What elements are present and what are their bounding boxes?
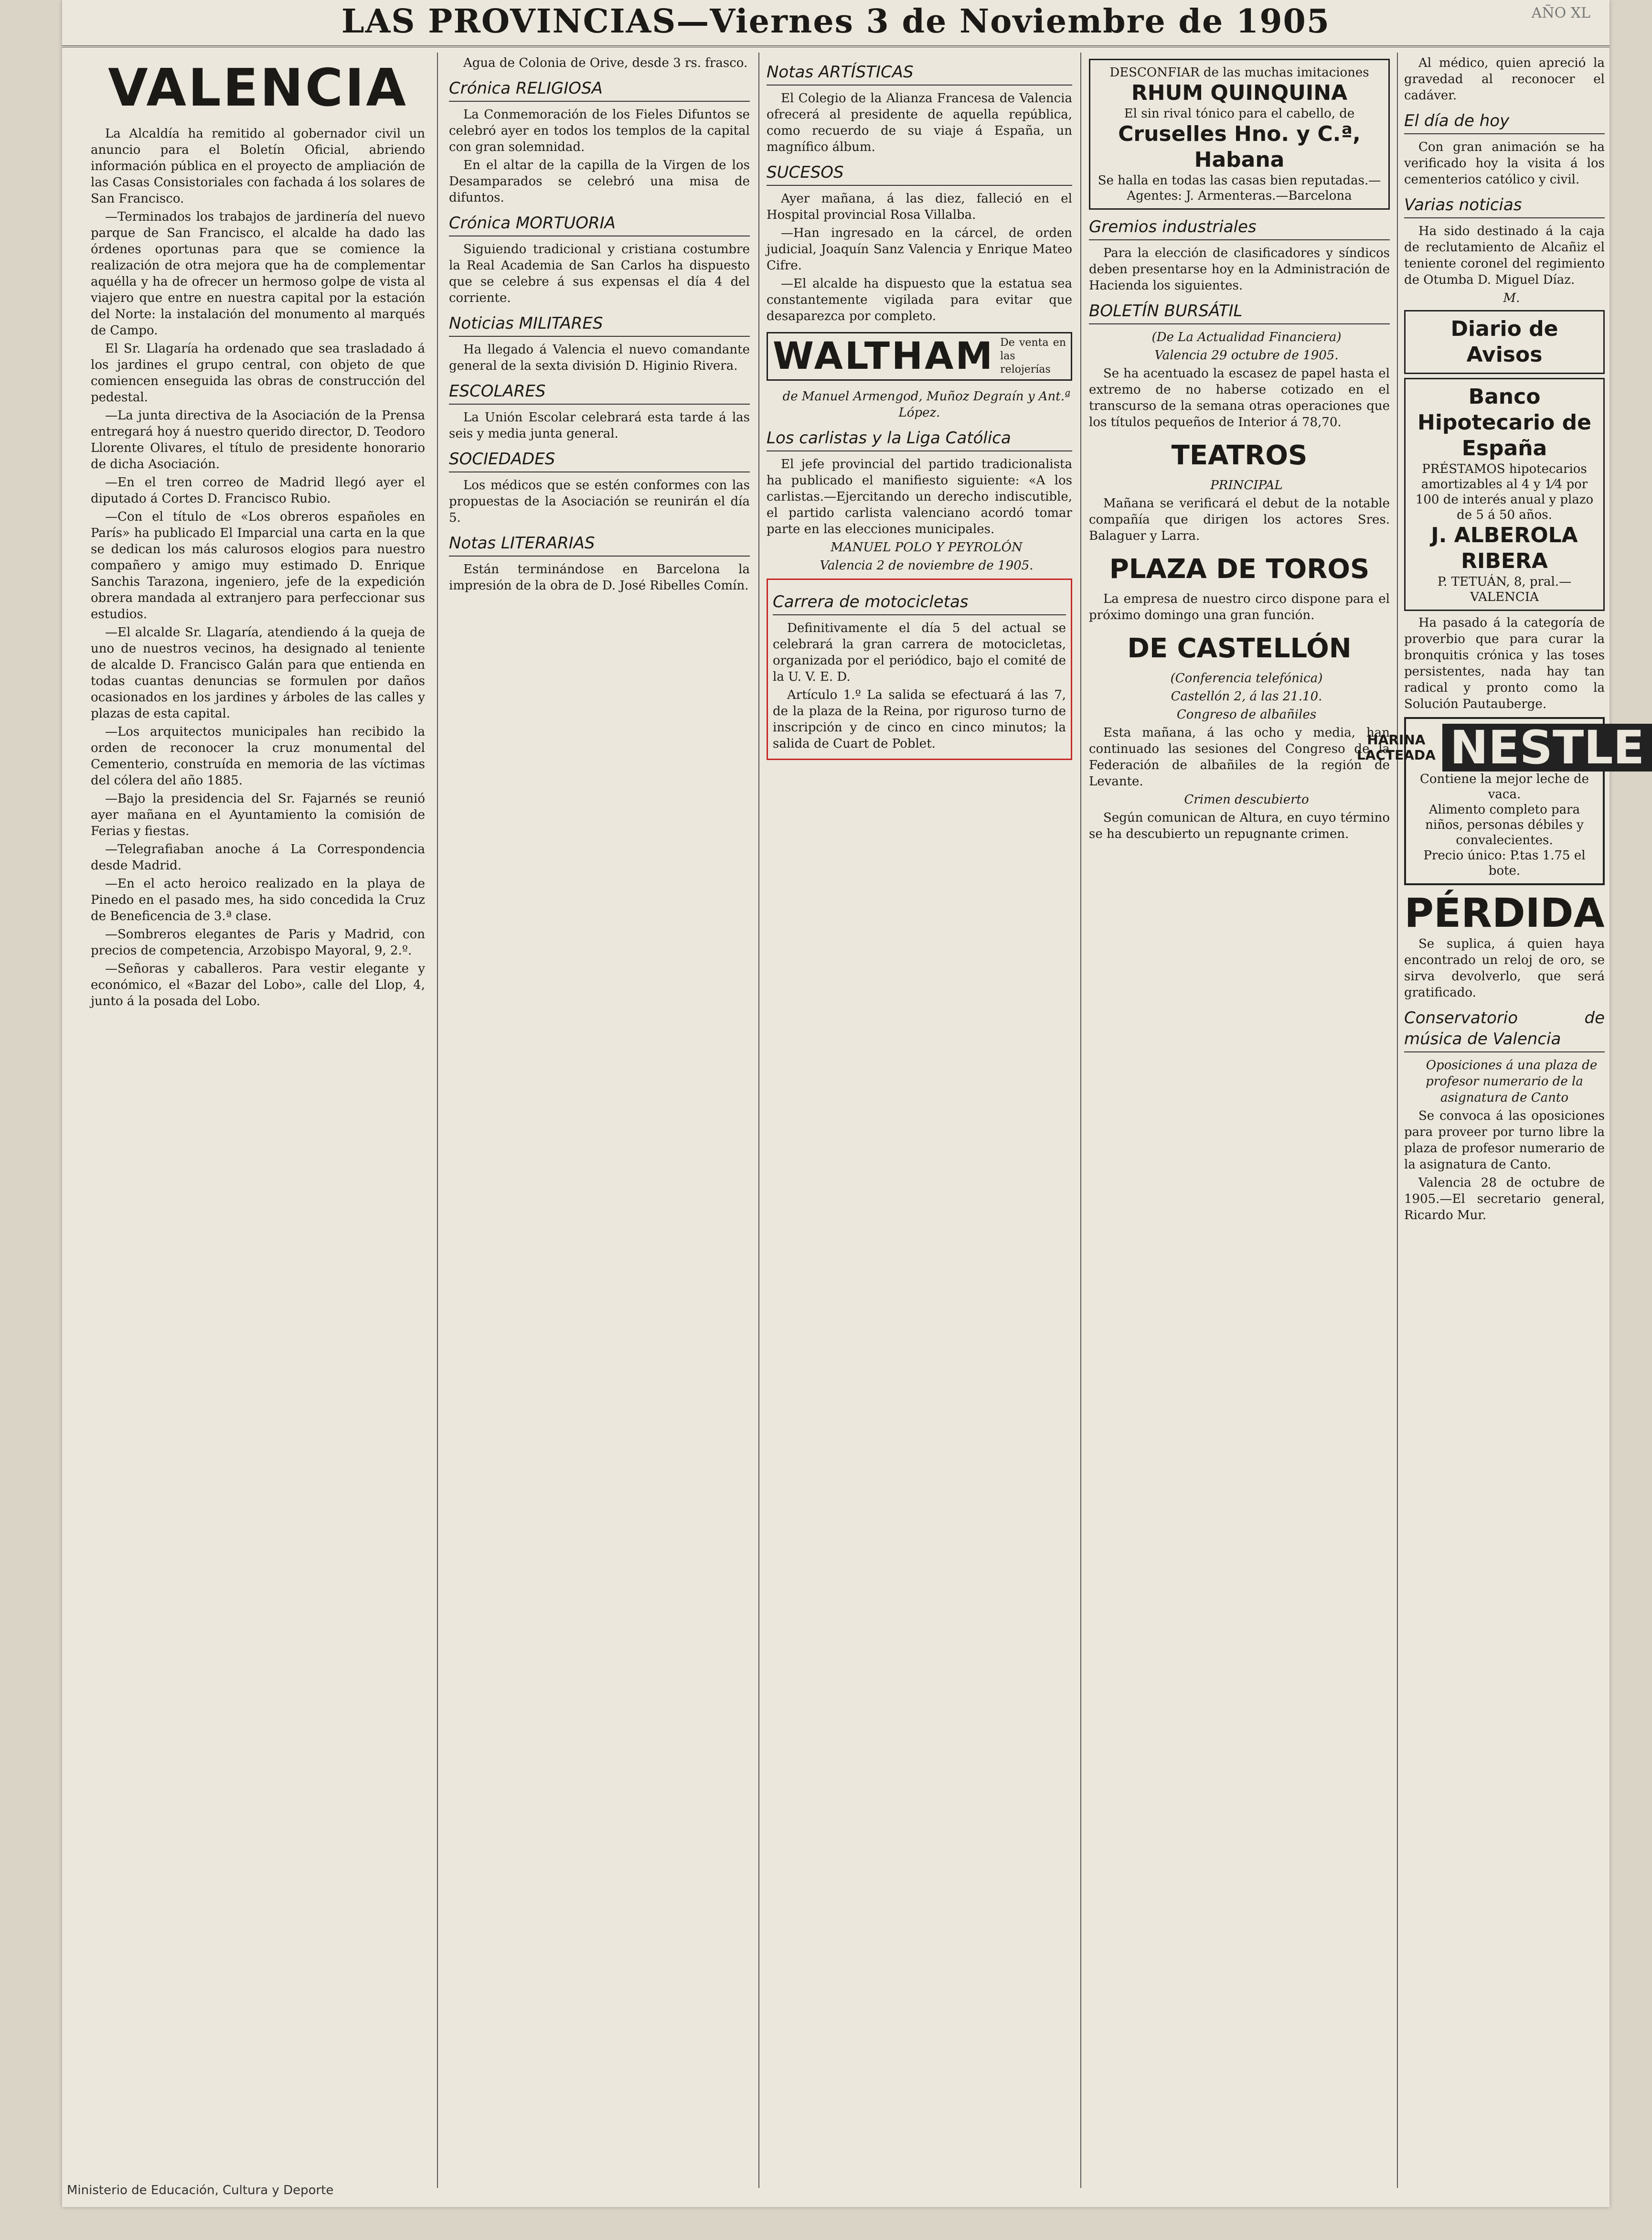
column-rule	[758, 53, 759, 2188]
perdida-heading: PÉRDIDA	[1404, 890, 1605, 936]
section-heading: Carrera de motocicletas	[773, 591, 1066, 615]
paragraph: La Alcaldía ha remitido al gobernador civil un anuncio para el Boletín Oficial, abriendo información pública en el proyecto de ampliación de las Casas Consistoriales con fachada á los solares de San Francisco.	[91, 127, 425, 206]
section-heading: Varias noticias	[1404, 194, 1605, 218]
paragraph: —Bajo la presidencia del Sr. Fajarnés se reunió ayer mañana en el Ayuntamiento la comisión de Ferias y fiestas.	[91, 792, 425, 838]
paragraph: Ha sido destinado á la caja de reclutamiento de Alcañiz el teniente coronel del regimiento de Otumba D. Miguel Díaz.	[1404, 224, 1605, 287]
section-heading: Gremios industriales	[1089, 216, 1390, 240]
paragraph: —En el acto heroico realizado en la playa de Pinedo en el pasado mes, ha sido concedida la Cruz de Beneficencia de 3.ª clase.	[91, 877, 425, 923]
column-2	[449, 55, 750, 2195]
paragraph: Artículo 1.º La salida se efectuará á las 7, de la plaza de la Reina, por riguroso turno de inscripción y de cinco en cinco minutos; la salida de Cuart de Poblet.	[773, 688, 1066, 751]
section-heading: El día de hoy	[1404, 110, 1605, 134]
paragraph: —Señoras y caballeros. Para vestir elegante y económico, el «Bazar del Lobo», calle del Llop, 4, junto á la posada del Lobo.	[91, 962, 425, 1008]
section-heading: Crónica MORTUORIA	[449, 213, 750, 236]
paragraph: —Han ingresado en la cárcel, de orden judicial, Joaquín Sanz Valencia y Enrique Mateo Cifre.	[767, 226, 1072, 273]
paragraph: Para la elección de clasificadores y síndicos deben presentarse hoy en la Administración de Hacienda los siguientes.	[1089, 246, 1390, 293]
paragraph: Ha pasado á la categoría de proverbio que para curar la bronquitis crónica y las toses persistentes, nada hay tan radical y pronto como la Solución Pautauberge.	[1404, 616, 1605, 711]
paragraph: El Colegio de la Alianza Francesa de Valencia ofrecerá al presidente de aquella república, como recuerdo de su viaje á España, un magnífico álbum.	[767, 91, 1072, 154]
paragraph: Esta mañana, á las ocho y media, han continuado las sesiones del Congreso de la Federación de albañiles de la región de Levante.	[1089, 726, 1390, 789]
ad-title: Diario de Avisos	[1450, 317, 1558, 367]
paragraph: —Los arquitectos municipales han recibido la orden de reconocer la cruz monumental del Cementerio, construída en memoria de las víctimas del cólera del año 1885.	[91, 725, 425, 788]
paragraph: Están terminándose en Barcelona la impresión de la obra de D. José Ribelles Comín.	[449, 562, 750, 593]
paragraph: —Sombreros elegantes de Paris y Madrid, con precios de competencia, Arzobispo Mayoral, 9, 2.º.	[91, 927, 425, 958]
subheading: (Conferencia telefónica)	[1170, 671, 1323, 686]
ad-top: DESCONFIAR de las muchas imitaciones	[1109, 65, 1369, 80]
subheading: Crimen descubierto	[1184, 793, 1309, 807]
section-heading: Los carlistas y la Liga Católica	[767, 428, 1072, 451]
paragraph: Mañana se verificará el debut de la notable compañía que dirigen los actores Sres. Balaguer y Larra.	[1089, 496, 1390, 543]
ad-addr: P. TETUÁN, 8, pral.—VALENCIA	[1437, 575, 1572, 604]
newspaper-page	[62, 0, 1645, 2207]
column-4	[1089, 55, 1390, 2195]
paragraph: Los médicos que se estén conformes con las propuestas de la Asociación se reunirán el día 5.	[449, 478, 750, 525]
source: (De La Actualidad Financiera)	[1151, 330, 1342, 344]
paragraph: —El alcalde Sr. Llagaría, atendiendo á la queja de uno de nuestros vecinos, ha designado al teniente de alcalde D. Francisco Galán para que entienda en todas cuantas denuncias se formulen por daños ocasionados en los jardines y árboles de las calles y plazas de esta capital.	[91, 625, 425, 721]
section-heading: DE CASTELLÓN	[1127, 633, 1352, 664]
paragraph: —Con el título de «Los obreros españoles en París» ha publicado El Imparcial una carta en la que se dedican los más calurosos elogios para nuestro compañero y amigo muy estimado D. Enrique Sanchis Tarazona, ingeniero, jefe de la expedición obrera mandada al extranjero para perfeccionar sus estudios.	[91, 510, 425, 622]
year-mark: AÑO XL	[1531, 5, 1590, 21]
paragraph: El Sr. Llagaría ha ordenado que sea trasladado á los jardines el grupo central, con objeto de que comiencen enseguida las obras de construcción del pedestal.	[91, 342, 425, 405]
paragraph: Al médico, quien apreció la gravedad al reconocer el cadáver.	[1404, 56, 1605, 103]
paragraph: Ayer mañana, á las diez, falleció en el Hospital provincial Rosa Villalba.	[767, 192, 1072, 222]
archive-footer: Ministerio de Educación, Cultura y Deporte	[67, 2183, 334, 2197]
paragraph: Se ha acentuado la escasez de papel hasta el extremo de no haberse cotizado en el transcurso de la semana otras operaciones que los títulos pequeños de Interior á 78,70.	[1089, 366, 1390, 429]
highlighted-article	[767, 579, 1072, 760]
ad-lead: Agua de Colonia de Orive, desde 3 rs. frasco.	[463, 56, 748, 70]
diario-avisos-ad	[1404, 310, 1605, 374]
paragraph: Se suplica, á quien haya encontrado un reloj de oro, se sirva devolverlo, que será gratificado.	[1404, 937, 1605, 1000]
waltham-name: WALTHAM	[773, 335, 995, 378]
subheading: PRINCIPAL	[1210, 478, 1283, 493]
paragraph: —La junta directiva de la Asociación de la Prensa entregará hoy á nuestro querido director, D. Teodoro Llorente Olivares, el título de presidente honorario de dicha Asociación.	[91, 408, 425, 472]
nestle-sub: LACTEADA	[1356, 747, 1436, 763]
paragraph: —En el tren correo de Madrid llegó ayer el diputado á Cortes D. Francisco Rubio.	[91, 475, 425, 506]
section-heading: Notas LITERARIAS	[449, 533, 750, 557]
nestle-price: Precio único: P.tas 1.75 el bote.	[1423, 848, 1586, 878]
paragraph: En el altar de la capilla de la Virgen de los Desamparados se celebró una misa de difuntos.	[449, 158, 750, 205]
paragraph: Ha llegado á Valencia el nuevo comandante general de la sexta división D. Higinio Rivera.	[449, 343, 750, 373]
dateline: Valencia 2 de noviembre de 1905.	[820, 558, 1034, 573]
section-heading: ESCOLARES	[449, 381, 750, 405]
section-heading: Crónica RELIGIOSA	[449, 78, 750, 102]
paragraph: Siguiendo tradicional y cristiana costumbre la Real Academia de San Carlos ha dispuesto que se celebre á sus expensas el día 4 del corriente.	[449, 242, 750, 305]
section-heading: PLAZA DE TOROS	[1109, 554, 1370, 585]
rhum-quinquina-ad	[1089, 59, 1390, 210]
paragraph: Según comunican de Altura, en cuyo término se ha descubierto un repugnante crimen.	[1089, 811, 1390, 841]
ad-name: RHUM QUINQUINA	[1131, 81, 1348, 105]
paragraph: Se convoca á las oposiciones para proveer por turno libre la plaza de profesor numerario de la asignatura de Canto.	[1404, 1109, 1605, 1172]
ad-line: PRÉSTAMOS hipotecarios amortizables al 4 y 1⁄4 por 100 de interés anual y plazo de 5 á 50 años.	[1415, 462, 1594, 522]
signature: MANUEL POLO Y PEYROLÓN	[831, 540, 1023, 555]
paragraph: —Terminados los trabajos de jardinería del nuevo parque de San Francisco, el alcalde ha dado las órdenes oportunas para que se comience la realización de otra mejora que ha de complementar aquélla y ha de ofrecer un hermoso golpe de vista al viajero que entre en nuestra capital por la estación del Norte: la instalación del monumento al marqués de Campo.	[91, 210, 425, 338]
dateline: Castellón 2, á las 21.10.	[1171, 689, 1322, 704]
ad-rep: J. ALBEROLA RIBERA	[1431, 523, 1578, 573]
waltham-ad	[767, 332, 1072, 381]
nestle-name: NESTLE	[1442, 724, 1652, 772]
section-heading: Noticias MILITARES	[449, 313, 750, 337]
nestle-line1: Contiene la mejor leche de vaca.	[1419, 772, 1589, 802]
masthead: LAS PROVINCIAS—Viernes 3 de Noviembre de 1905	[62, 0, 1609, 47]
subheading: Congreso de albañiles	[1176, 707, 1317, 722]
ad-maker: Cruselles Hno. y C.ª, Habana	[1118, 122, 1361, 172]
column-5	[1356, 55, 1645, 2195]
paragraph: La Unión Escolar celebrará esta tarde á las seis y media junta general.	[449, 410, 750, 441]
section-heading: SOCIEDADES	[449, 449, 750, 472]
paragraph: Definitivamente el día 5 del actual se celebrará la gran carrera de motocicletas, organizada por el periódico, bajo el comité de la U. V. E. D.	[773, 621, 1066, 684]
valencia-headline: VALENCIA	[108, 58, 408, 118]
section-heading: TEATROS	[1171, 440, 1308, 471]
paragraph: —Telegrafiaban anoche á La Correspondencia desde Madrid.	[91, 842, 425, 873]
nestle-ad	[1356, 717, 1645, 885]
ad-note: Se halla en todas las casas bien reputadas.—Agentes: J. Armenteras.—Barcelona	[1098, 173, 1381, 203]
column-rule	[1080, 53, 1081, 2188]
paragraph: La Conmemoración de los Fieles Difuntos se celebró ayer en todos los templos de la capital con gran solemnidad.	[449, 107, 750, 154]
column-rule	[1397, 53, 1398, 2188]
paragraph: Con gran animación se ha verificado hoy la visita á los cementerios católico y civil.	[1404, 140, 1605, 187]
ad-sub: El sin rival tónico para el cabello, de	[1124, 107, 1355, 121]
waltham-sub: de Manuel Armengod, Muñoz Degraín y Ant.ª López.	[782, 389, 1071, 420]
section-heading: SUCESOS	[767, 162, 1072, 186]
column-3	[767, 55, 1072, 2195]
paragraph: La empresa de nuestro circo dispone para el próximo domingo una gran función.	[1089, 592, 1390, 622]
paragraph: —El alcalde ha dispuesto que la estatua sea constantemente vigilada para evitar que desaparezca por completo.	[767, 277, 1072, 323]
waltham-side: De venta en las relojerías	[1000, 337, 1066, 375]
nestle-line2: Alimento completo para niños, personas débiles y convalecientes.	[1425, 803, 1584, 847]
ad-title: Banco Hipotecario de España	[1418, 385, 1591, 461]
nestle-top: HARINA	[1367, 732, 1426, 748]
signature: M.	[1503, 291, 1520, 305]
dateline: Valencia 29 octubre de 1905.	[1154, 348, 1339, 363]
column-1	[91, 55, 425, 2195]
section-heading: Conservatorio de música de Valencia	[1404, 1007, 1605, 1052]
section-heading: Notas ARTÍSTICAS	[767, 62, 1072, 86]
column-rule	[437, 53, 438, 2188]
section-heading: BOLETÍN BURSÁTIL	[1089, 300, 1390, 324]
paragraph: El jefe provincial del partido tradicionalista ha publicado el manifiesto siguiente: «A los carlistas.—Ejercitando un derecho indiscutible, el partido carlista valenciano acordó tomar parte en las elecciones municipales.	[767, 457, 1072, 536]
paragraph: Valencia 28 de octubre de 1905.—El secretario general, Ricardo Mur.	[1404, 1176, 1605, 1222]
banco-hipotecario-ad	[1404, 378, 1605, 611]
subheading: Oposiciones á una plaza de profesor numerario de la asignatura de Canto	[1426, 1058, 1598, 1105]
